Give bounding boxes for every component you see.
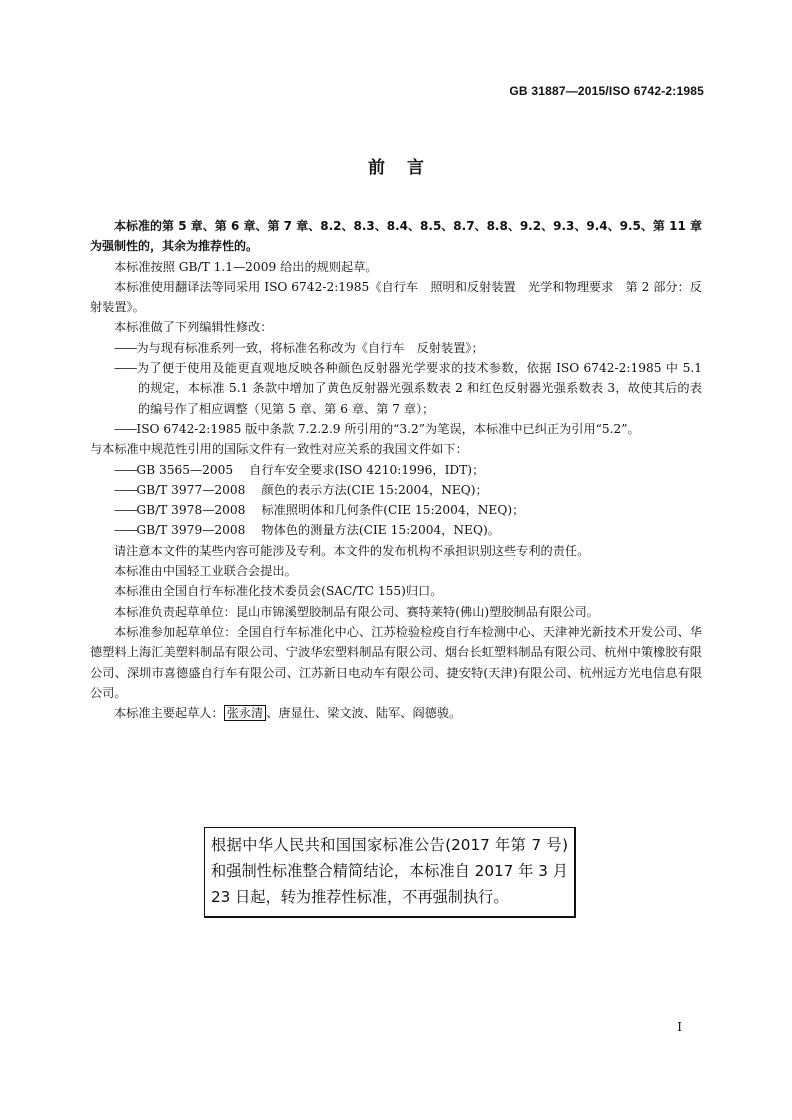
reference-title: 标准照明体和几何条件(CIE 15:2004，NEQ)； (261, 503, 525, 518)
page-number: I (677, 1020, 682, 1034)
dash-marker: —— (114, 503, 137, 518)
editorial-change-item (90, 358, 702, 419)
reference-item (90, 520, 702, 540)
boxed-drafter-name: 张永清 (224, 705, 267, 721)
dash-marker: —— (114, 523, 137, 538)
drafters-prefix: 本标准主要起草人： (114, 706, 224, 721)
paragraph-main-drafters (90, 703, 702, 723)
dash-marker: —— (114, 421, 137, 436)
reference-code: GB/T 3977—2008 (136, 482, 246, 497)
paragraph-proposer: 本标准由中国轻工业联合会提出。 (114, 564, 297, 579)
paragraph-lead-drafters: 本标准负责起草单位：昆山市锦溪塑胶制品有限公司、赛特莱特(佛山)塑胶制品有限公司。 (114, 604, 599, 619)
reference-code: GB/T 3978—2008 (136, 503, 246, 518)
reference-item (90, 500, 702, 520)
reference-title: 颜色的表示方法(CIE 15:2004，NEQ)； (261, 482, 488, 497)
item-text: ISO 6742-2:1985 版中条款 7.2.2.9 所引用的“3.2”为笔误，本标准中已纠正为引用“5.2”。 (136, 421, 640, 436)
editorial-change-item (90, 419, 702, 439)
standard-code-header: GB 31887—2015/ISO 6742-2:1985 (509, 84, 704, 98)
notice-box: 根据中华人民共和国国家标准公告(2017 年第 7 号)和强制性标准整合精简结论，本标准自 2017 年 3 月 23 日起，转为推荐性标准，不再强制执行。 (204, 827, 576, 918)
reference-item (90, 460, 702, 480)
foreword-body (90, 216, 702, 723)
dash-marker: —— (114, 340, 137, 355)
paragraph-committee: 本标准由全国自行车标准化技术委员会(SAC/TC 155)归口。 (114, 584, 443, 599)
reference-code: GB 3565—2005 (136, 462, 234, 477)
reference-item (90, 480, 702, 500)
paragraph-patent-notice: 请注意本文件的某些内容可能涉及专利。本文件的发布机构不承担识别这些专利的责任。 (114, 543, 590, 558)
dash-marker: —— (114, 482, 137, 497)
paragraph-translation-method: 本标准使用翻译法等同采用 ISO 6742-2:1985《自行车 照明和反射装置 光学和物理要求 第 2 部分：反射装置》。 (90, 279, 702, 315)
paragraph-participating-drafters: 本标准参加起草单位：全国自行车标准化中心、江苏检验检疫自行车检测中心、天津神光新技术开发公司、华德塑料上海汇美塑料制品有限公司、宁波华宏塑料制品有限公司、烟台长虹塑料制品有限公司、杭州中策橡胶有限公司、深圳市喜德盛自行车有限公司、江苏新日电动车有限公司、捷安特(天津)有限公司、杭州远方光电信息有限公司。 (90, 624, 702, 700)
paragraph-drafting-rules: 本标准按照 GB/T 1.1—2009 给出的规则起草。 (114, 259, 378, 274)
paragraph-mandatory-clauses: 本标准的第 5 章、第 6 章、第 7 章、8.2、8.3、8.4、8.5、8.7、8.8、9.2、9.3、9.4、9.5、第 11 章为强制性的，其余为推荐性的。 (90, 219, 702, 254)
page-title: 前言 (368, 158, 446, 178)
paragraph-references-intro: 与本标准中规范性引用的国际文件有一致性对应关系的我国文件如下： (90, 442, 468, 457)
reference-code: GB/T 3979—2008 (136, 523, 246, 538)
reference-title: 物体色的测量方法(CIE 15:2004，NEQ)。 (261, 523, 500, 538)
dash-marker: —— (114, 462, 137, 477)
dash-marker: —— (114, 361, 137, 376)
item-text: 为与现有标准系列一致，将标准名称改为《自行车 反射装置》； (136, 340, 484, 355)
item-text: 为了便于使用及能更直观地反映各种颜色反射器光学要求的技术参数，依据 ISO 6742-2:1985 中 5.1 的规定，本标准 5.1 条款中增加了黄色反射器光强系数表 2 和红色反射器光强系数表 3，故使其后的表的编号作了相应调整（见第 5 章、第 6 章、第 7 章）； (136, 361, 702, 416)
paragraph-editorial-changes-intro: 本标准做了下列编辑性修改： (114, 320, 273, 335)
editorial-change-item (90, 338, 702, 358)
drafters-rest: 、唐显仕、梁文波、陆军、阎德骏。 (266, 706, 462, 721)
reference-title: 自行车安全要求(ISO 4210:1996，IDT)； (249, 462, 485, 477)
